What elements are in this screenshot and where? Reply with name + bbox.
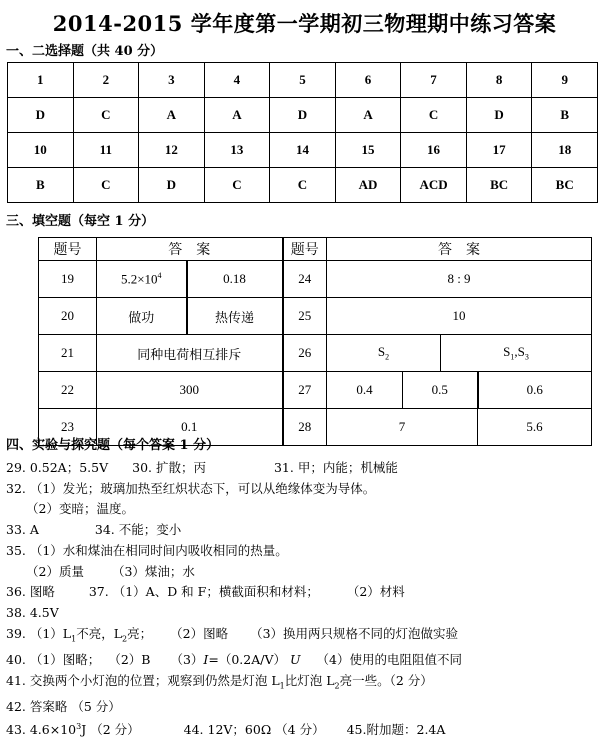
mc-ans-cell: C bbox=[270, 168, 336, 203]
answer-line-33-34 bbox=[6, 520, 603, 541]
mc-row-answers-1 bbox=[8, 98, 598, 133]
mc-ans-cell: D bbox=[270, 98, 336, 133]
question-number: 28 bbox=[283, 409, 327, 446]
question-number: 24 bbox=[283, 261, 327, 298]
answer-31: 31. 甲；内能；机械能 bbox=[273, 460, 398, 475]
mc-num-cell: 11 bbox=[73, 133, 139, 168]
multiple-choice-answer-table bbox=[7, 62, 598, 203]
mc-num-cell: 5 bbox=[270, 63, 336, 98]
answer-line-39 bbox=[6, 624, 603, 650]
mc-num-cell: 7 bbox=[401, 63, 467, 98]
mc-num-cell: 14 bbox=[270, 133, 336, 168]
question-number: 23 bbox=[39, 409, 97, 446]
answer-cell: 做功 bbox=[97, 298, 187, 335]
answer-subscript: 2 bbox=[385, 352, 390, 362]
answer-value: ,S bbox=[514, 344, 525, 360]
header-question-number: 题号 bbox=[39, 238, 97, 261]
answer-39-part1: 39. （1）L bbox=[6, 625, 72, 641]
answer-line-38 bbox=[6, 603, 603, 624]
answer-43: J （2 分） bbox=[81, 722, 140, 738]
subscript: 2 bbox=[122, 634, 128, 644]
mc-num-cell: 6 bbox=[335, 63, 401, 98]
answer-line-29-31 bbox=[6, 458, 603, 479]
answer-39-part3: （3）换用两只规格不同的灯泡做实验 bbox=[250, 625, 459, 641]
section-choice-heading: 一、二选择题（共 40 分） bbox=[6, 44, 164, 59]
mc-ans-cell: C bbox=[73, 98, 139, 133]
mc-row-answers-2 bbox=[8, 168, 598, 203]
answer-40-part1: 40. （1）图略； bbox=[6, 651, 101, 667]
formula-current: I bbox=[203, 651, 209, 667]
mc-num-cell: 18 bbox=[532, 133, 598, 168]
mc-ans-cell: D bbox=[8, 98, 74, 133]
answer-37-part2: （2）材料 bbox=[346, 584, 405, 600]
question-number: 19 bbox=[39, 261, 97, 298]
answer-34: 34. 不能；变小 bbox=[94, 522, 182, 538]
mc-ans-cell: C bbox=[73, 168, 139, 203]
header-question-number: 题号 bbox=[283, 238, 327, 261]
answer-cell: 0.18 bbox=[187, 261, 283, 298]
question-number: 25 bbox=[283, 298, 327, 335]
answer-40-part3: =（0.2A/V） bbox=[208, 651, 286, 667]
mc-num-cell: 17 bbox=[466, 133, 532, 168]
answer-subscript: 1 bbox=[510, 352, 515, 362]
answer-value: S bbox=[377, 344, 386, 360]
mc-num-cell: 15 bbox=[335, 133, 401, 168]
answer-35-part3: （3）煤油；水 bbox=[111, 563, 195, 579]
answer-line-32a bbox=[6, 479, 603, 500]
answer-33: 33. A bbox=[6, 522, 39, 538]
answer-36: 36. 图略 bbox=[6, 584, 55, 600]
answer-cell: 5.6 bbox=[478, 409, 592, 446]
answer-35-part1: 35. （1）水和煤油在相同时间内吸收相同的热量。 bbox=[6, 542, 288, 558]
mc-ans-cell: AD bbox=[335, 168, 401, 203]
fill-blank-answer-table bbox=[38, 237, 592, 446]
answer-43: 43. 4.6×10 bbox=[6, 722, 77, 738]
answer-line-43-45 bbox=[6, 717, 603, 741]
mc-num-cell: 9 bbox=[532, 63, 598, 98]
mc-row-numbers-2 bbox=[8, 133, 598, 168]
answer-line-35b bbox=[6, 562, 603, 583]
question-number: 20 bbox=[39, 298, 97, 335]
subscript: 1 bbox=[279, 681, 285, 691]
answer-cell: 0.4 bbox=[327, 372, 403, 409]
answer-40-part4: （4）使用的电阻阻值不同 bbox=[316, 651, 462, 667]
answer-38: 38. 4.5V bbox=[6, 604, 59, 620]
mc-num-cell: 13 bbox=[204, 133, 270, 168]
answer-cell: 8 : 9 bbox=[327, 261, 592, 298]
answer-cell: 同种电荷相互排斥 bbox=[97, 335, 283, 372]
answer-40-part2: （2）B bbox=[108, 651, 151, 667]
answer-29: 29. 0.52A；5.5V bbox=[6, 460, 109, 475]
answer-cell: 0.1 bbox=[97, 409, 283, 446]
question-number: 22 bbox=[39, 372, 97, 409]
mc-row-numbers-1 bbox=[8, 63, 598, 98]
mc-ans-cell: D bbox=[139, 168, 205, 203]
answer-cell bbox=[327, 335, 441, 372]
answer-39-part1: 亮； bbox=[127, 625, 153, 641]
answer-41: 比灯泡 L bbox=[284, 672, 335, 688]
answer-cell: 300 bbox=[97, 372, 283, 409]
page-title: 2014-2015 学年度第一学期初三物理期中练习答案 bbox=[52, 11, 557, 36]
superscript: 3 bbox=[76, 722, 82, 732]
answer-32-part1: 32. （1）发光；玻璃加热至红炽状态下，可以从绝缘体变为导体。 bbox=[6, 480, 376, 496]
answer-39-part1: 不亮，L bbox=[76, 625, 123, 641]
mc-ans-cell: D bbox=[466, 98, 532, 133]
experiment-answers bbox=[6, 458, 603, 741]
mc-ans-cell: C bbox=[401, 98, 467, 133]
answer-44: 44. 12V；60Ω （4 分） bbox=[183, 722, 325, 738]
answer-35-part2: （2）质量 bbox=[26, 563, 84, 579]
answer-line-42 bbox=[6, 697, 603, 718]
mc-ans-cell: BC bbox=[466, 168, 532, 203]
answer-41: 亮一些。（2 分） bbox=[339, 672, 433, 688]
mc-ans-cell: A bbox=[204, 98, 270, 133]
answer-cell bbox=[97, 261, 187, 298]
answer-value: 5.2×10 bbox=[120, 271, 158, 287]
answer-39-part2: （2）图略 bbox=[170, 625, 229, 641]
mc-ans-cell: BC bbox=[532, 168, 598, 203]
answer-line-36-37 bbox=[6, 582, 603, 603]
mc-num-cell: 2 bbox=[73, 63, 139, 98]
mc-num-cell: 12 bbox=[139, 133, 205, 168]
answer-cell bbox=[441, 335, 592, 372]
mc-ans-cell: B bbox=[532, 98, 598, 133]
answer-45: 45.附加题：2.4A bbox=[346, 722, 446, 738]
mc-num-cell: 3 bbox=[139, 63, 205, 98]
answer-line-41 bbox=[6, 671, 603, 697]
mc-num-cell: 1 bbox=[8, 63, 74, 98]
fb-header-row bbox=[39, 238, 592, 261]
question-number: 27 bbox=[283, 372, 327, 409]
subscript: 2 bbox=[334, 681, 340, 691]
fb-row-21-26 bbox=[39, 335, 592, 372]
answer-line-40 bbox=[6, 650, 603, 671]
answer-cell: 0.6 bbox=[478, 372, 592, 409]
answer-40-part3: （3） bbox=[170, 651, 204, 667]
answer-cell: 10 bbox=[327, 298, 592, 335]
fb-row-22-27 bbox=[39, 372, 592, 409]
answer-exponent: 4 bbox=[157, 270, 162, 280]
answer-cell: 热传递 bbox=[187, 298, 283, 335]
section-experiment-heading: 四、实验与探究题（每个答案 1 分） bbox=[6, 438, 220, 453]
header-answer: 答 案 bbox=[97, 238, 283, 261]
answer-30: 30. 扩散；丙 bbox=[132, 460, 206, 475]
answer-32-part2: （2）变暗；温度。 bbox=[26, 501, 134, 517]
answer-41: 41. 交换两个小灯泡的位置；观察到仍然是灯泡 L bbox=[6, 672, 280, 688]
mc-num-cell: 10 bbox=[8, 133, 74, 168]
header-answer: 答 案 bbox=[327, 238, 592, 261]
formula-voltage: U bbox=[289, 651, 301, 667]
question-number: 21 bbox=[39, 335, 97, 372]
answer-42: 42. 答案略 （5 分） bbox=[6, 698, 121, 714]
mc-ans-cell: C bbox=[204, 168, 270, 203]
answer-cell: 0.5 bbox=[403, 372, 478, 409]
mc-ans-cell: B bbox=[8, 168, 74, 203]
answer-subscript: 3 bbox=[524, 352, 529, 362]
subscript: 1 bbox=[71, 634, 77, 644]
mc-num-cell: 8 bbox=[466, 63, 532, 98]
answer-37-part1: 37. （1）A、D 和 F；横截面积和材料； bbox=[88, 584, 319, 600]
mc-ans-cell: A bbox=[335, 98, 401, 133]
answer-value: S bbox=[503, 344, 511, 360]
mc-ans-cell: A bbox=[139, 98, 205, 133]
mc-num-cell: 4 bbox=[204, 63, 270, 98]
answer-line-32b bbox=[6, 499, 603, 520]
mc-ans-cell: ACD bbox=[401, 168, 467, 203]
answer-cell: 7 bbox=[327, 409, 478, 446]
section-fill-heading: 三、填空题（每空 1 分） bbox=[6, 214, 155, 229]
answer-line-35a bbox=[6, 541, 603, 562]
fb-row-19-24 bbox=[39, 261, 592, 298]
fb-row-20-25 bbox=[39, 298, 592, 335]
mc-num-cell: 16 bbox=[401, 133, 467, 168]
question-number: 26 bbox=[283, 335, 327, 372]
